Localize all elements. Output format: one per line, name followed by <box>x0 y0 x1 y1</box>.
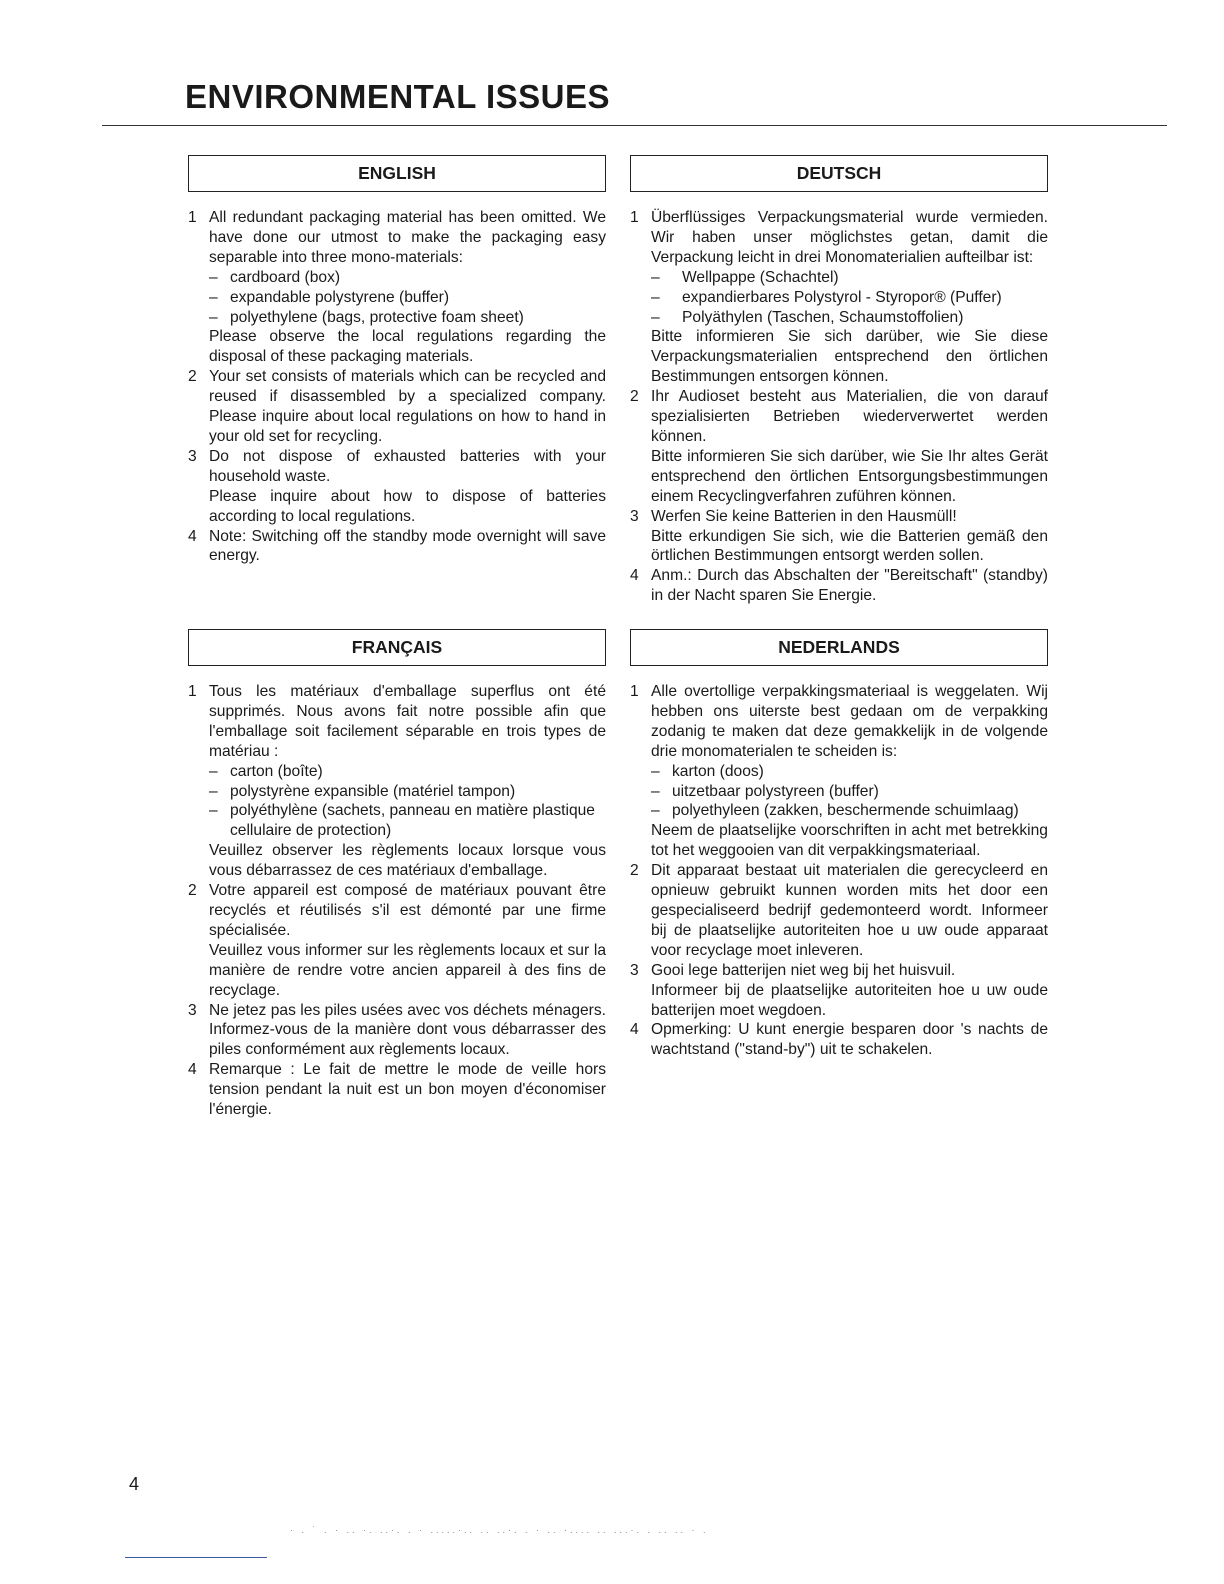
list-item <box>630 507 1048 567</box>
item-text: Your set consists of materials which can be recycled and reused if disassembled by a specialized company. Please inquire about local regulations on how to hand in your old set for recycling. <box>209 368 606 445</box>
item-text: Opmerking: U kunt energie besparen door 's nachts de wachtstand ("stand-by") uit te schakelen. <box>651 1021 1048 1059</box>
page-number: 4 <box>129 1474 140 1494</box>
list-item <box>188 208 606 367</box>
bullet-list <box>651 268 1048 328</box>
item-list <box>188 682 606 1120</box>
item-text: Ihr Audioset besteht aus Materialien, die von darauf spezialisierten Betrieben wiederverwertet werden können. <box>651 388 1048 445</box>
list-item <box>630 208 1048 387</box>
bullet-item: – karton (doos) <box>651 762 1048 782</box>
footer-divider <box>125 1557 267 1558</box>
item-number: 4 <box>630 567 639 585</box>
item-list <box>188 208 606 566</box>
item-text: Werfen Sie keine Batterien in den Hausmüll! <box>651 507 957 525</box>
bullet-item: – uitzetbaar polystyreen (buffer) <box>651 782 1048 802</box>
list-item <box>630 861 1048 961</box>
item-text: Überflüssiges Verpackungsmaterial wurde vermieden. Wir haben unser möglichstes getan, damit die Verpackung leicht in drei Monomaterialien aufteilbar ist: <box>651 209 1048 266</box>
list-item <box>188 367 606 447</box>
item-number: 4 <box>630 1021 639 1039</box>
scan-artifacts: · . ˙ . · .. ·. ..·. . · .....·.. .. ..·. . · .. ·.... .. ...·. . .. .. · . <box>290 1525 709 1535</box>
item-note: Informeer bij de plaatselijke autoriteiten hoe u uw oude batterijen moet wegdoen. <box>651 981 1048 1019</box>
list-item <box>188 682 606 881</box>
item-text: Votre appareil est composé de matériaux pouvant être recyclés et réutilisés s'il est démonté par une firme spécialisée. <box>209 882 606 939</box>
page-title: ENVIRONMENTAL ISSUES <box>185 78 610 115</box>
item-number: 2 <box>630 862 639 880</box>
item-number: 1 <box>630 683 639 700</box>
list-item <box>630 682 1048 861</box>
item-text: Tous les matériaux d'emballage superflus ont été supprimés. Nous avons fait notre possible afin que l'emballage soit facilement séparable en trois types de matériau : <box>209 683 606 760</box>
item-number: 2 <box>630 388 639 406</box>
bullet-item: – Polyäthylen (Taschen, Schaumstoffolien) <box>651 308 1048 328</box>
bullet-item: – carton (boîte) <box>209 762 606 782</box>
item-note: Please observe the local regulations regarding the disposal of these packaging materials. <box>209 328 606 366</box>
item-number: 4 <box>188 1061 197 1079</box>
item-number: 2 <box>188 882 197 900</box>
item-list <box>630 208 1048 606</box>
bullet-item: – polystyrène expansible (matériel tampon) <box>209 782 606 802</box>
list-item <box>630 387 1048 506</box>
bullet-item: – polyethylene (bags, protective foam sheet) <box>209 308 606 328</box>
section-heading: FRANÇAIS <box>188 629 606 666</box>
bullet-item: – Wellpappe (Schachtel) <box>651 268 1048 288</box>
list-item <box>188 527 606 567</box>
bullet-list <box>209 762 606 842</box>
section-english <box>188 155 606 566</box>
title-divider <box>102 125 1167 126</box>
item-text: Do not dispose of exhausted batteries with your household waste. <box>209 447 606 485</box>
item-number: 2 <box>188 368 197 386</box>
item-text: Dit apparaat bestaat uit materialen die gerecycleerd en opnieuw gebruikt kunnen worden mits het door een gespecialiseerd bedrijf gedemonteerd wordt. Informeer bij de plaatselijke autoriteiten hoe u uw oude apparaat voor recyclage moet inleveren. <box>651 862 1048 959</box>
list-item <box>630 961 1048 1021</box>
item-note: Bitte informieren Sie sich darüber, wie Sie Ihr altes Gerät entsprechend den örtlichen Entsorgungsbestimmungen einem Recyclingverfahren zuführen können. <box>651 447 1048 505</box>
item-text: All redundant packaging material has been omitted. We have done our utmost to make the packaging easy separable into three mono-materials: <box>209 209 606 266</box>
list-item <box>630 1020 1048 1060</box>
bullet-item: – expandable polystyrene (buffer) <box>209 288 606 308</box>
list-item <box>188 1001 606 1061</box>
item-text: Note: Switching off the standby mode overnight will save energy. <box>209 527 606 565</box>
item-note: Neem de plaatselijke voorschriften in acht met betrekking tot het weggooien van dit verpakkingsmateriaal. <box>651 822 1048 860</box>
item-note: Bitte erkundigen Sie sich, wie die Batterien gemäß den örtlichen Bestimmungen entsorgt werden sollen. <box>651 527 1048 565</box>
item-text: Ne jetez pas les piles usées avec vos déchets ménagers. Informez-vous de la manière dont vous débarrasser des piles conformément aux règlements locaux. <box>209 1001 606 1059</box>
bullet-list <box>209 268 606 328</box>
section-francais <box>188 629 606 1120</box>
bullet-item: – polyethyleen (zakken, beschermende schuimlaag) <box>651 801 1048 821</box>
item-number: 3 <box>188 1001 197 1019</box>
item-text: Remarque : Le fait de mettre le mode de veille hors tension pendant la nuit est un bon moyen d'économiser l'énergie. <box>209 1061 606 1119</box>
item-number: 1 <box>188 209 197 226</box>
item-number: 3 <box>630 507 639 525</box>
bullet-list <box>651 762 1048 822</box>
section-heading: DEUTSCH <box>630 155 1048 192</box>
item-text: Alle overtollige verpakkingsmateriaal is weggelaten. Wij hebben ons uiterste best gedaan om de verpakking zodanig te maken dat deze gemakkelijk in de volgende drie monomaterialen te scheiden is: <box>651 683 1048 760</box>
section-deutsch <box>630 155 1048 606</box>
item-note: Veuillez vous informer sur les règlements locaux et sur la manière de rendre votre ancien appareil à des fins de recyclage. <box>209 941 606 999</box>
bullet-item: – expandierbares Polystyrol - Styropor® (Puffer) <box>651 288 1048 308</box>
item-number: 1 <box>630 209 639 226</box>
item-number: 3 <box>630 961 639 979</box>
list-item <box>188 881 606 1000</box>
list-item <box>188 447 606 527</box>
list-item <box>188 1060 606 1120</box>
bullet-item: – cardboard (box) <box>209 268 606 288</box>
item-number: 3 <box>188 447 197 465</box>
item-note: Bitte informieren Sie sich darüber, wie Sie diese Verpackungsmaterialien entsprechend den örtlichen Bestimmungen entsorgen können. <box>651 328 1048 386</box>
item-number: 4 <box>188 527 197 545</box>
item-note: Veuillez observer les règlements locaux lorsque vous vous débarrassez de ces matériaux d'emballage. <box>209 842 606 880</box>
item-list <box>630 682 1048 1060</box>
section-heading: ENGLISH <box>188 155 606 192</box>
item-text: Anm.: Durch das Abschalten der "Bereitschaft" (standby) in der Nacht sparen Sie Energie. <box>651 567 1048 605</box>
item-note: Please inquire about how to dispose of batteries according to local regulations. <box>209 487 606 525</box>
item-number: 1 <box>188 683 197 700</box>
section-nederlands <box>630 629 1048 1060</box>
item-text: Gooi lege batterijen niet weg bij het huisvuil. <box>651 961 956 979</box>
section-heading: NEDERLANDS <box>630 629 1048 666</box>
bullet-item: – polyéthylène (sachets, panneau en matière plastique cellulaire de protection) <box>209 801 606 841</box>
list-item <box>630 566 1048 606</box>
